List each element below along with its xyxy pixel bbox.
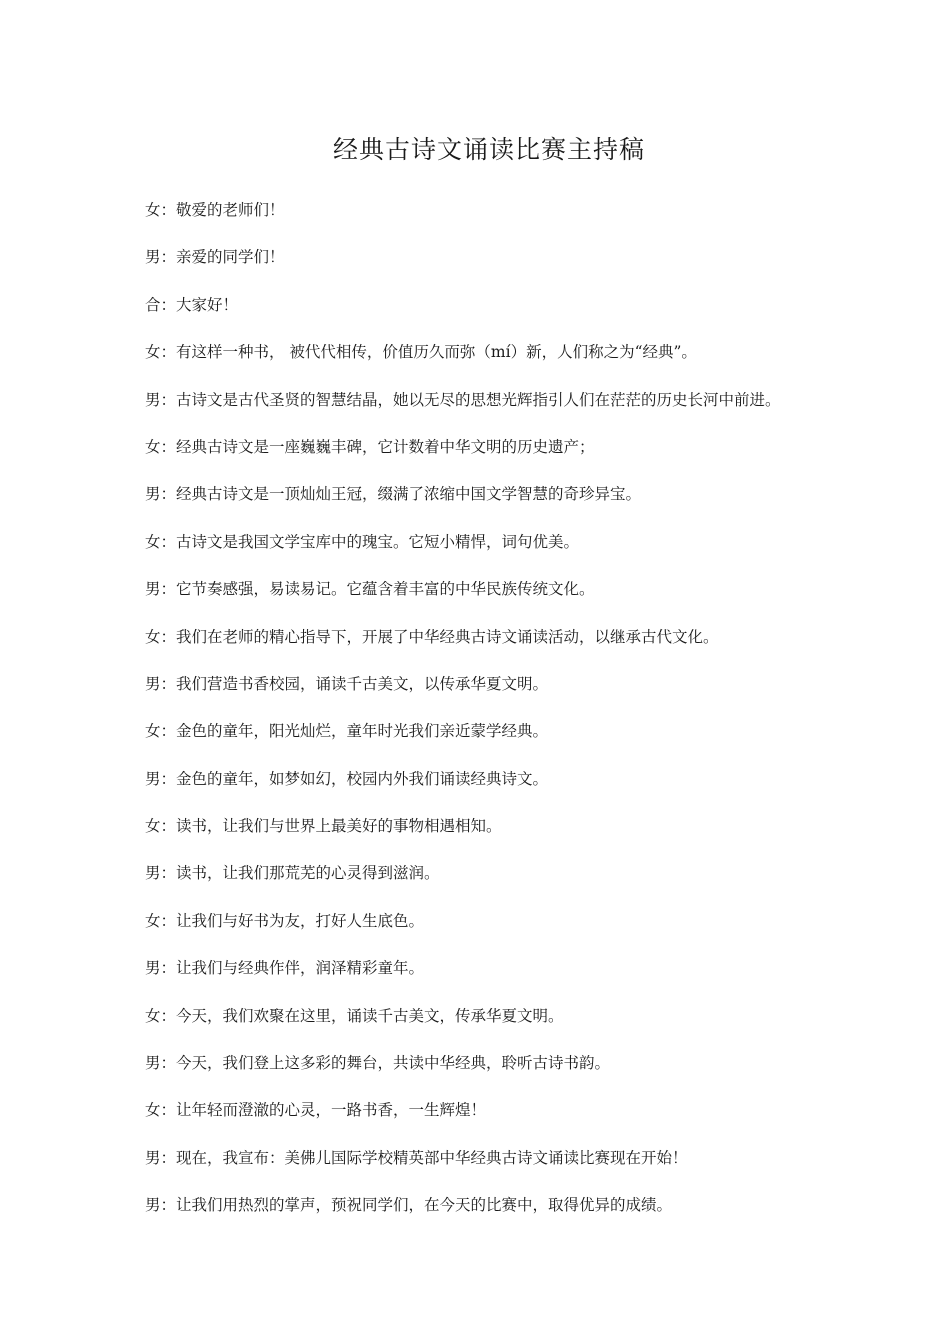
script-line: 女：我们在老师的精心指导下，开展了中华经典古诗文诵读活动，以继承古代文化。 bbox=[145, 627, 719, 646]
document-title: 经典古诗文诵读比赛主持稿 bbox=[332, 135, 645, 164]
script-lines bbox=[145, 197, 925, 1240]
script-line: 男：让我们用热烈的掌声，预祝同学们，在今天的比赛中，取得优异的成绩。 bbox=[145, 1196, 673, 1215]
script-line: 女：古诗文是我国文学宝库中的瑰宝。它短小精悍，词句优美。 bbox=[145, 532, 580, 551]
script-line: 女：让年轻而澄澈的心灵，一路书香，一生辉煌！ bbox=[145, 1101, 487, 1120]
script-line: 男：金色的童年，如梦如幻，校园内外我们诵读经典诗文。 bbox=[145, 769, 549, 788]
script-line: 女：经典古诗文是一座巍巍丰碑，它计数着中华文明的历史遗产； bbox=[145, 437, 595, 456]
script-line: 男：读书，让我们那荒芜的心灵得到滋润。 bbox=[145, 864, 440, 883]
script-line: 合：大家好！ bbox=[145, 295, 239, 314]
script-line: 男：亲爱的同学们！ bbox=[145, 248, 285, 267]
script-line: 男：现在，我宣布：美佛儿国际学校精英部中华经典古诗文诵读比赛现在开始！ bbox=[145, 1148, 688, 1167]
script-line: 女：有这样一种书， 被代代相传，价值历久而弥（mí）新，人们称之为“经典”。 bbox=[145, 343, 697, 362]
script-line: 女：今天，我们欢聚在这里，诵读千古美文，传承华夏文明。 bbox=[145, 1006, 564, 1025]
script-line: 男：经典古诗文是一顶灿灿王冠，缀满了浓缩中国文学智慧的奇珍异宝。 bbox=[145, 485, 642, 504]
script-line: 男：今天，我们登上这多彩的舞台，共读中华经典，聆听古诗书韵。 bbox=[145, 1054, 611, 1073]
script-line: 女：金色的童年，阳光灿烂，童年时光我们亲近蒙学经典。 bbox=[145, 722, 549, 741]
script-line: 男：我们营造书香校园，诵读千古美文，以传承华夏文明。 bbox=[145, 674, 549, 693]
script-line: 男：古诗文是古代圣贤的智慧结晶，她以无尽的思想光辉指引人们在茫茫的历史长河中前进。 bbox=[145, 390, 781, 409]
script-line: 女：读书，让我们与世界上最美好的事物相遇相知。 bbox=[145, 817, 502, 836]
script-line: 女：敬爱的老师们！ bbox=[145, 201, 285, 219]
script-line: 女：让我们与好书为友，打好人生底色。 bbox=[145, 911, 425, 930]
script-line: 男：它节奏感强，易读易记。它蕴含着丰富的中华民族传统文化。 bbox=[145, 580, 595, 599]
script-line: 男：让我们与经典作伴，润泽精彩童年。 bbox=[145, 959, 425, 978]
